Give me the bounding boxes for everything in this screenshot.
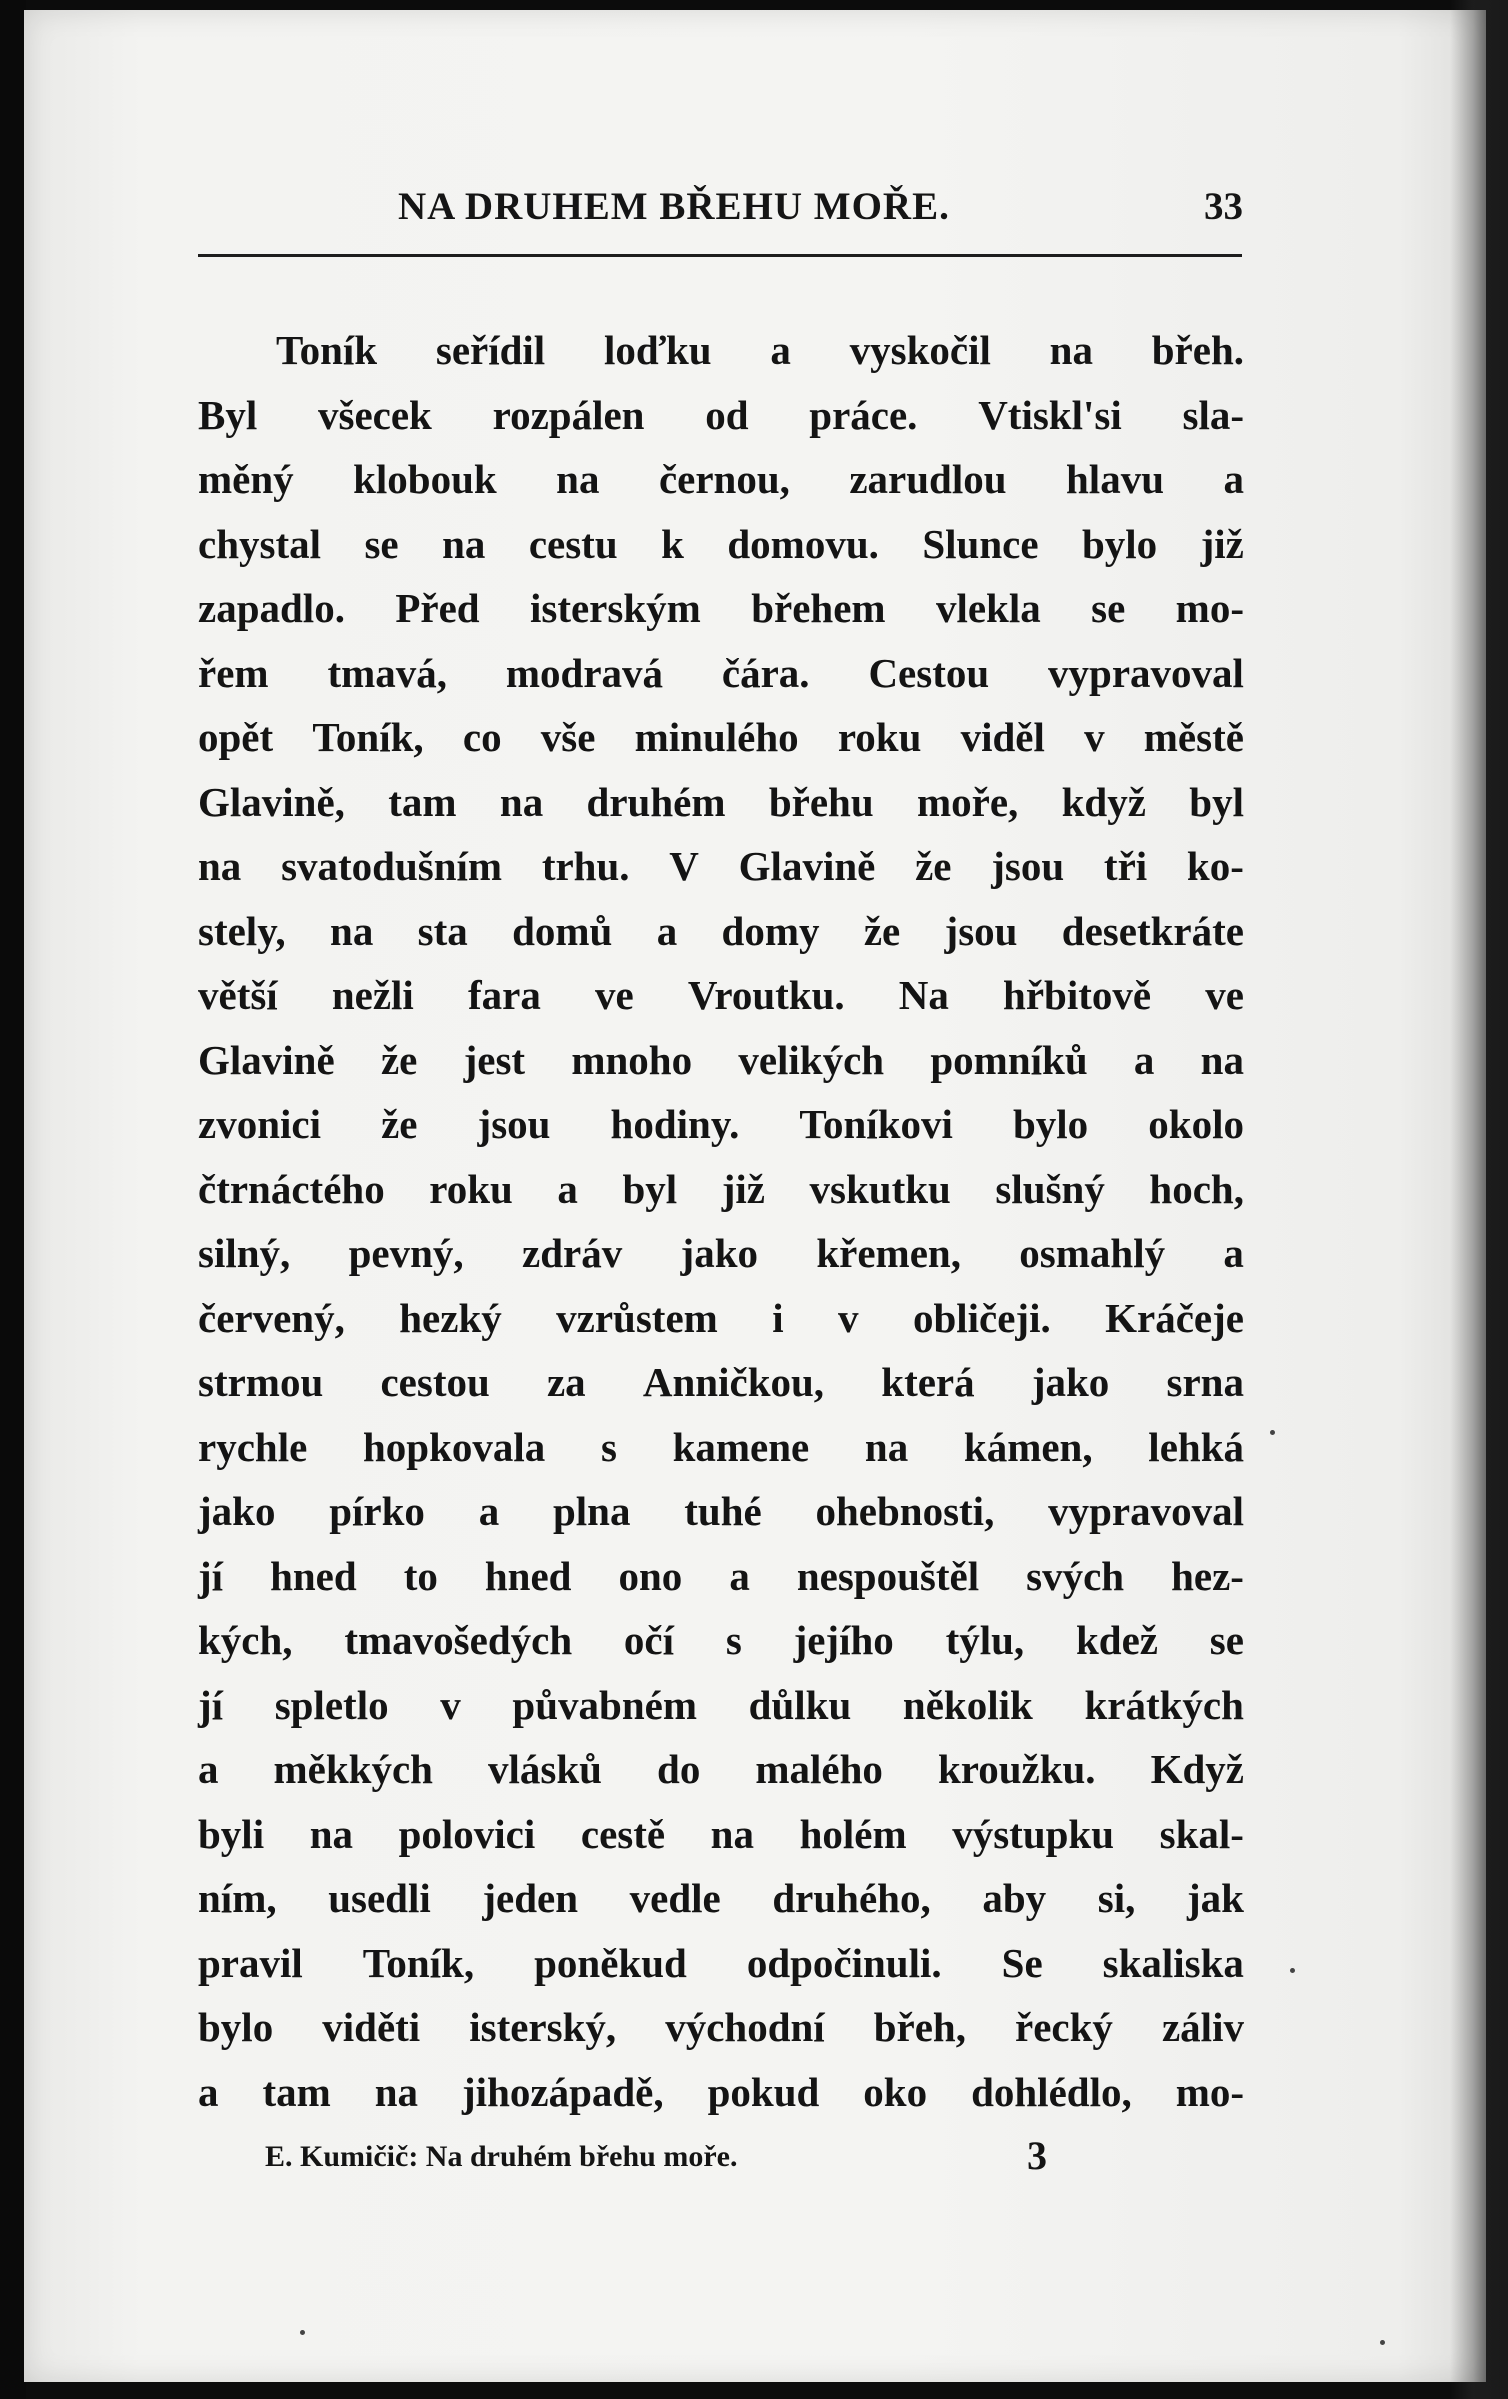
text-line: jí spletlo v půvabném důlku několik krátkých (198, 1681, 1244, 1728)
text-line: zapadlo. Před isterským břehem vlekla se mo- (198, 585, 1244, 631)
text-line: pravil Toník, poněkud odpočinuli. Se skaliska (198, 1939, 1244, 1986)
running-title: NA DRUHEM BŘEHU MOŘE. (398, 185, 950, 228)
footer-signature: E. Kumičič: Na druhém břehu moře. (265, 2140, 738, 2173)
header-rule (198, 254, 1242, 257)
paper-speck (1380, 2340, 1385, 2345)
text-line: opět Toník, co vše minulého roku viděl v městě (198, 714, 1244, 760)
text-line: měný klobouk na černou, zarudlou hlavu a (198, 456, 1244, 502)
text-line: jí hned to hned ono a nespouštěl svých hez- (198, 1552, 1244, 1599)
text-line: kých, tmavošedých očí s jejího týlu, kdež se (198, 1617, 1244, 1663)
text-line: řem tmavá, modravá čára. Cestou vypravoval (198, 649, 1244, 696)
text-line: chystal se na cestu k domovu. Slunce bylo již (198, 520, 1244, 567)
text-line: na svatodušním trhu. V Glavině že jsou tři ko- (198, 843, 1244, 889)
text-line: čtrnáctého roku a byl již vskutku slušný hoch, (198, 1165, 1244, 1212)
paper-speck (1270, 1430, 1275, 1435)
sheet-mark: 3 (1027, 2133, 1047, 2178)
text-line: ním, usedli jeden vedle druhého, aby si, jak (198, 1875, 1244, 1921)
body-text (198, 318, 1244, 2124)
text-line: a měkkých vlásků do malého kroužku. Když (198, 1746, 1244, 1792)
paper-speck (300, 2330, 305, 2335)
paper-speck (1290, 1968, 1295, 1973)
page-number: 33 (1204, 185, 1243, 228)
text-line: silný, pevný, zdráv jako křemen, osmahlý a (198, 1230, 1244, 1276)
page-footer (265, 2132, 1065, 2182)
text-line: jako pírko a plna tuhé ohebnosti, vypravoval (198, 1488, 1244, 1534)
text-line: Glavině že jest mnoho velikých pomníků a na (198, 1036, 1244, 1083)
text-line: byli na polovici cestě na holém výstupku skal- (198, 1810, 1244, 1857)
text-line: bylo viděti isterský, východní břeh, řecký záliv (198, 2004, 1244, 2050)
binding-edge (0, 0, 26, 2399)
page-header (198, 184, 1243, 254)
page-shadow-right (1450, 0, 1508, 2399)
text-line: Glavině, tam na druhém břehu moře, když byl (198, 778, 1244, 825)
text-line: větší nežli fara ve Vroutku. Na hřbitově ve (198, 972, 1244, 1018)
text-line: stely, na sta domů a domy že jsou desetkráte (198, 907, 1244, 954)
text-line: Toník seřídil loďku a vyskočil na břeh. (276, 327, 1244, 373)
text-line: Byl všecek rozpálen od práce. Vtiskl'si sla- (198, 391, 1244, 438)
text-line: červený, hezký vzrůstem i v obličeji. Kráčeje (198, 1294, 1244, 1341)
text-line: rychle hopkovala s kamene na kámen, lehká (198, 1423, 1244, 1470)
text-line: zvonici že jsou hodiny. Toníkovi bylo okolo (198, 1101, 1244, 1147)
text-line: a tam na jihozápadě, pokud oko dohlédlo, mo- (198, 2068, 1244, 2115)
text-line: strmou cestou za Anničkou, která jako srna (198, 1359, 1244, 1405)
